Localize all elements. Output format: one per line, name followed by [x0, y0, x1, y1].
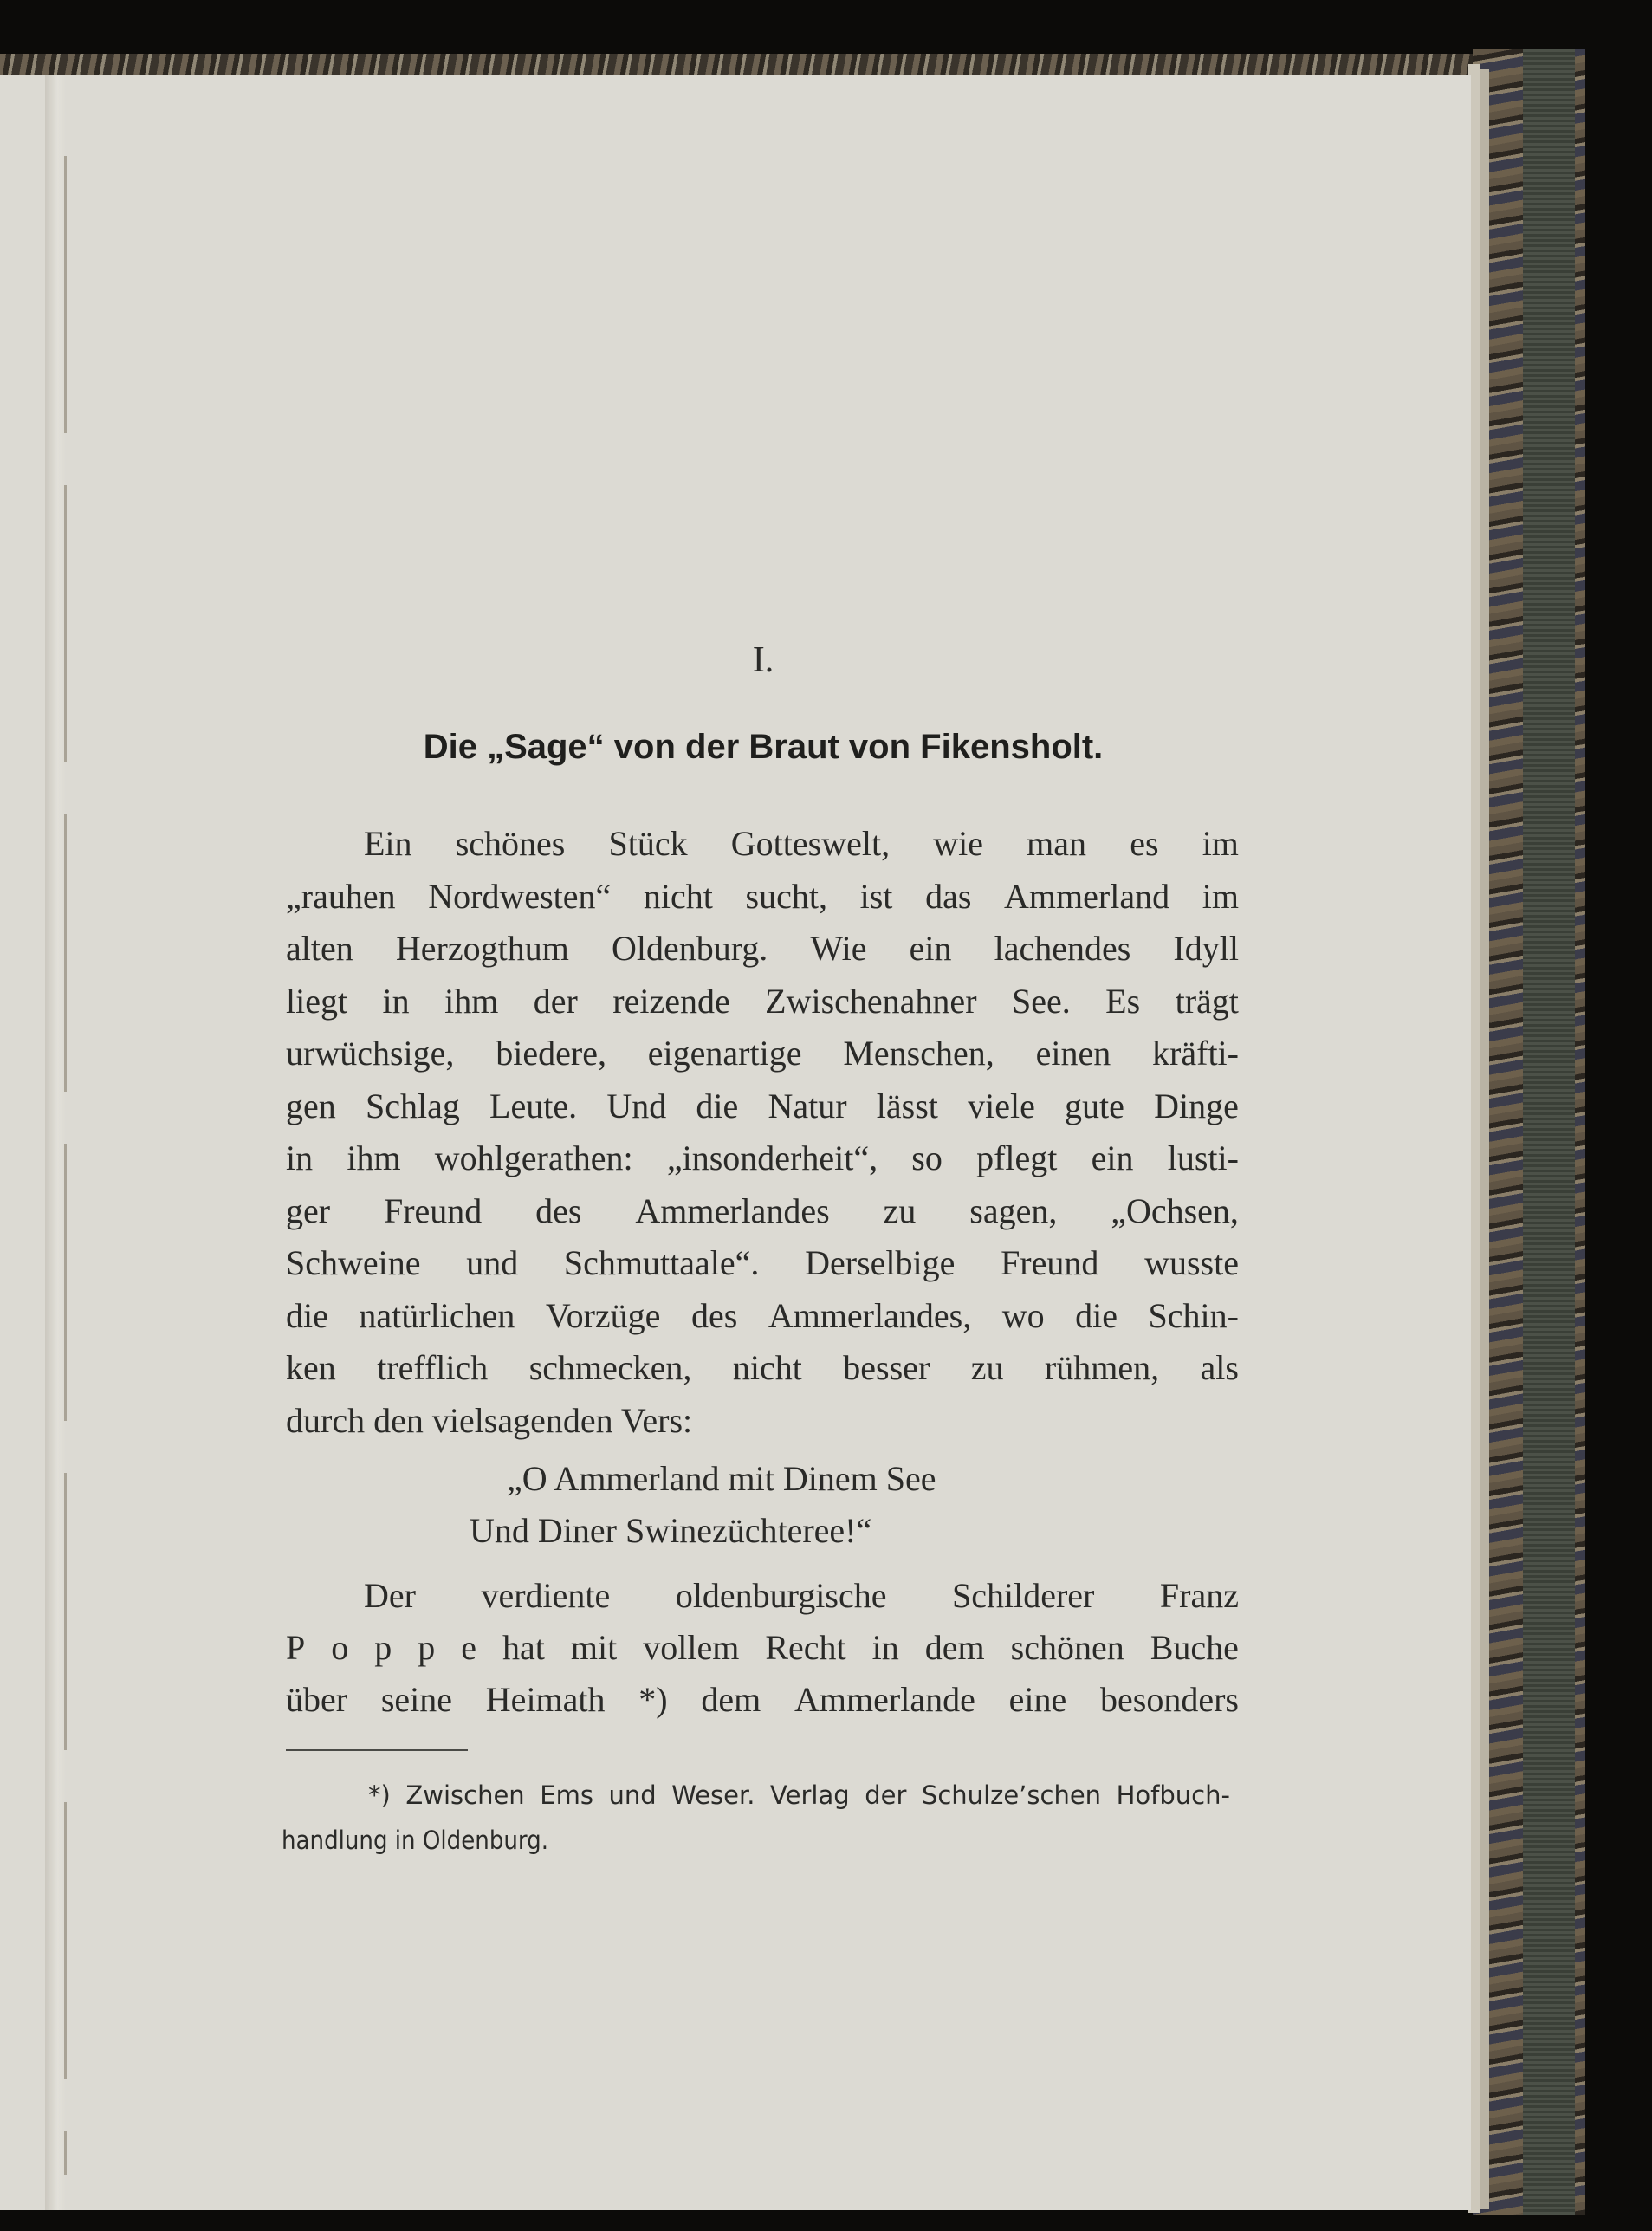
page-edges-inner	[1480, 69, 1489, 2209]
verse-line: Und Diner Swinezüchteree!“	[470, 1511, 872, 1550]
text-line: ken trefflich schmecken, nicht besser zu rühmen, als	[286, 1348, 1239, 1387]
text-line: über seine Heimath *) dem Ammerlande eine besonders	[286, 1680, 1239, 1719]
text-line: die natürlichen Vorzüge des Ammerlandes, wo die Schin-	[286, 1295, 1239, 1335]
chapter-title: Die „Sage“ von der Braut von Fikensholt.	[423, 728, 1104, 766]
text-line: urwüchsige, biedere, eigenartige Menschen, einen kräfti-	[286, 1034, 1239, 1073]
text-line: in ihm wohlgerathen: „insonderheit“, so pflegt ein lusti-	[286, 1138, 1239, 1177]
text-line: ger Freund des Ammerlandes zu sagen, „Ochsen,	[286, 1190, 1239, 1230]
footnote-line: handlung in Oldenburg.	[282, 1826, 548, 1855]
verse-line: „O Ammerland mit Dinem See	[507, 1459, 936, 1498]
binding-thread	[64, 156, 67, 2175]
text-line: „rauhen Nordwesten“ nicht sucht, ist das Ammerland im	[286, 876, 1239, 916]
text-line: durch den vielsagenden Vers:	[286, 1400, 693, 1440]
text-line: Schweine und Schmuttaale“. Derselbige Freund wusste	[286, 1243, 1239, 1282]
text-line: gen Schlag Leute. Und die Natur lässt viele gute Dinge	[286, 1086, 1239, 1125]
text-line: alten Herzogthum Oldenburg. Wie ein lachendes Idyll	[286, 929, 1239, 968]
text-line: Ein schönes Stück Gotteswelt, wie man es im	[364, 824, 1239, 863]
footnote-rule	[286, 1749, 468, 1751]
text-line: liegt in ihm der reizende Zwischenahner See. Es trägt	[286, 981, 1239, 1021]
book-spine	[1523, 49, 1575, 2215]
text-line: P o p p e hat mit vollem Recht in dem schönen Buche	[286, 1628, 1239, 1667]
chapter-number: I.	[752, 640, 774, 680]
footnote-line: *) Zwischen Ems und Weser. Verlag der Schulze’schen Hofbuch-	[368, 1780, 1230, 1810]
page-gutter	[45, 75, 66, 2210]
text-line: Der verdiente oldenburgische Schilderer Franz	[364, 1576, 1239, 1615]
